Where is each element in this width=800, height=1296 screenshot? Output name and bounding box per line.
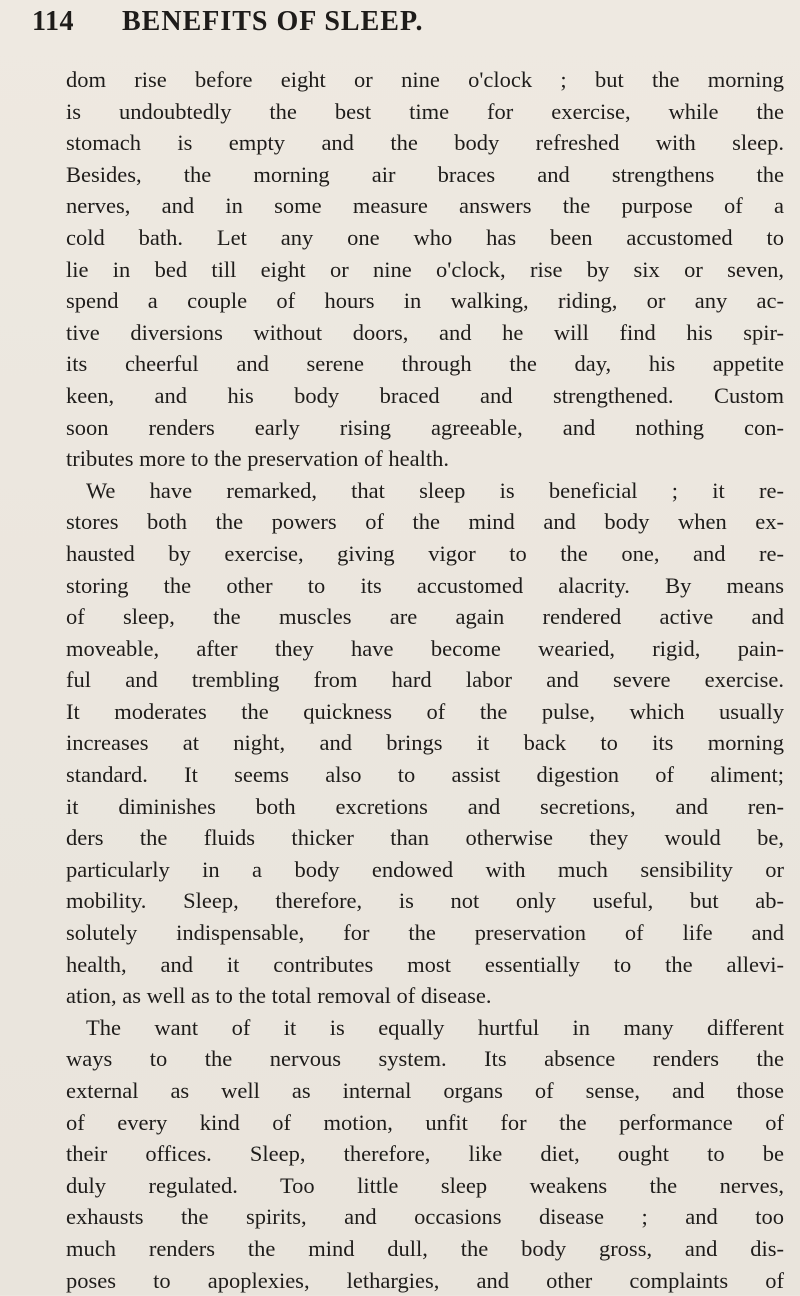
text-line: much renders the mind dull, the body gross, and dis- (66, 1235, 784, 1261)
text-line: dom rise before eight or nine o'clock ; but the morning (66, 67, 784, 92)
text-line: keen, and his body braced and strengthened. Custom (66, 382, 784, 408)
running-head: BENEFITS OF SLEEP. (122, 6, 424, 37)
text-line: duly regulated. Too little sleep weakens the nerves, (66, 1172, 784, 1198)
text-line: We have remarked, that sleep is beneficial ; it re- (86, 477, 784, 503)
text-line: ful and trembling from hard labor and severe exercise. (66, 667, 784, 693)
text-line: It moderates the quickness of the pulse, which usually (66, 698, 784, 724)
text-line: lie in bed till eight or nine o'clock, rise by six or seven, (66, 256, 784, 282)
text-line: tive diversions without doors, and he will find his spir- (66, 319, 784, 345)
text-line: soon renders early rising agreeable, and nothing con- (66, 414, 784, 440)
text-line: ation, as well as to the total removal of disease. (66, 983, 492, 1009)
text-line: particularly in a body endowed with much sensibility or (66, 856, 784, 882)
text-line: tributes more to the preservation of health. (66, 446, 450, 472)
text-line: solutely indispensable, for the preservation of life and (66, 920, 784, 946)
text-line: standard. It seems also to assist digestion of aliment; (66, 762, 784, 788)
text-line: increases at night, and brings it back to its morning (66, 730, 784, 756)
text-line: spend a couple of hours in walking, riding, or any ac- (66, 288, 784, 314)
text-line: The want of it is equally hurtful in many different (86, 1014, 784, 1040)
text-line: storing the other to its accustomed alacrity. By means (66, 572, 784, 598)
text-line: mobility. Sleep, therefore, is not only useful, but ab- (66, 888, 784, 914)
text-line: moveable, after they have become wearied, rigid, pain- (66, 635, 784, 661)
text-line: ders the fluids thicker than otherwise they would be, (66, 825, 784, 851)
page-number: 114 (32, 6, 74, 37)
text-line: of every kind of motion, unfit for the performance of (66, 1109, 784, 1135)
page-header (32, 6, 792, 40)
text-line: nerves, and in some measure answers the purpose of a (66, 193, 784, 219)
text-line: their offices. Sleep, therefore, like diet, ought to be (66, 1141, 784, 1167)
text-line: ways to the nervous system. Its absence renders the (66, 1046, 784, 1072)
text-line: is undoubtedly the best time for exercise, while the (66, 98, 784, 124)
text-line: exhausts the spirits, and occasions disease ; and too (66, 1204, 784, 1230)
text-line: external as well as internal organs of sense, and those (66, 1078, 784, 1103)
text-line: stores both the powers of the mind and body when ex- (66, 509, 784, 535)
text-line: its cheerful and serene through the day, his appetite (66, 351, 784, 377)
text-line: it diminishes both excretions and secretions, and ren- (66, 793, 784, 819)
text-line: stomach is empty and the body refreshed with sleep. (66, 130, 784, 156)
text-line: Besides, the morning air braces and strengthens the (66, 161, 784, 187)
text-line: of sleep, the muscles are again rendered active and (66, 604, 784, 630)
text-line: cold bath. Let any one who has been accustomed to (66, 224, 784, 250)
body-text (66, 64, 784, 1296)
text-line: poses to apoplexies, lethargies, and other complaints of (66, 1267, 784, 1293)
text-line: health, and it contributes most essentially to the allevi- (66, 951, 784, 977)
text-line: hausted by exercise, giving vigor to the one, and re- (66, 540, 784, 566)
